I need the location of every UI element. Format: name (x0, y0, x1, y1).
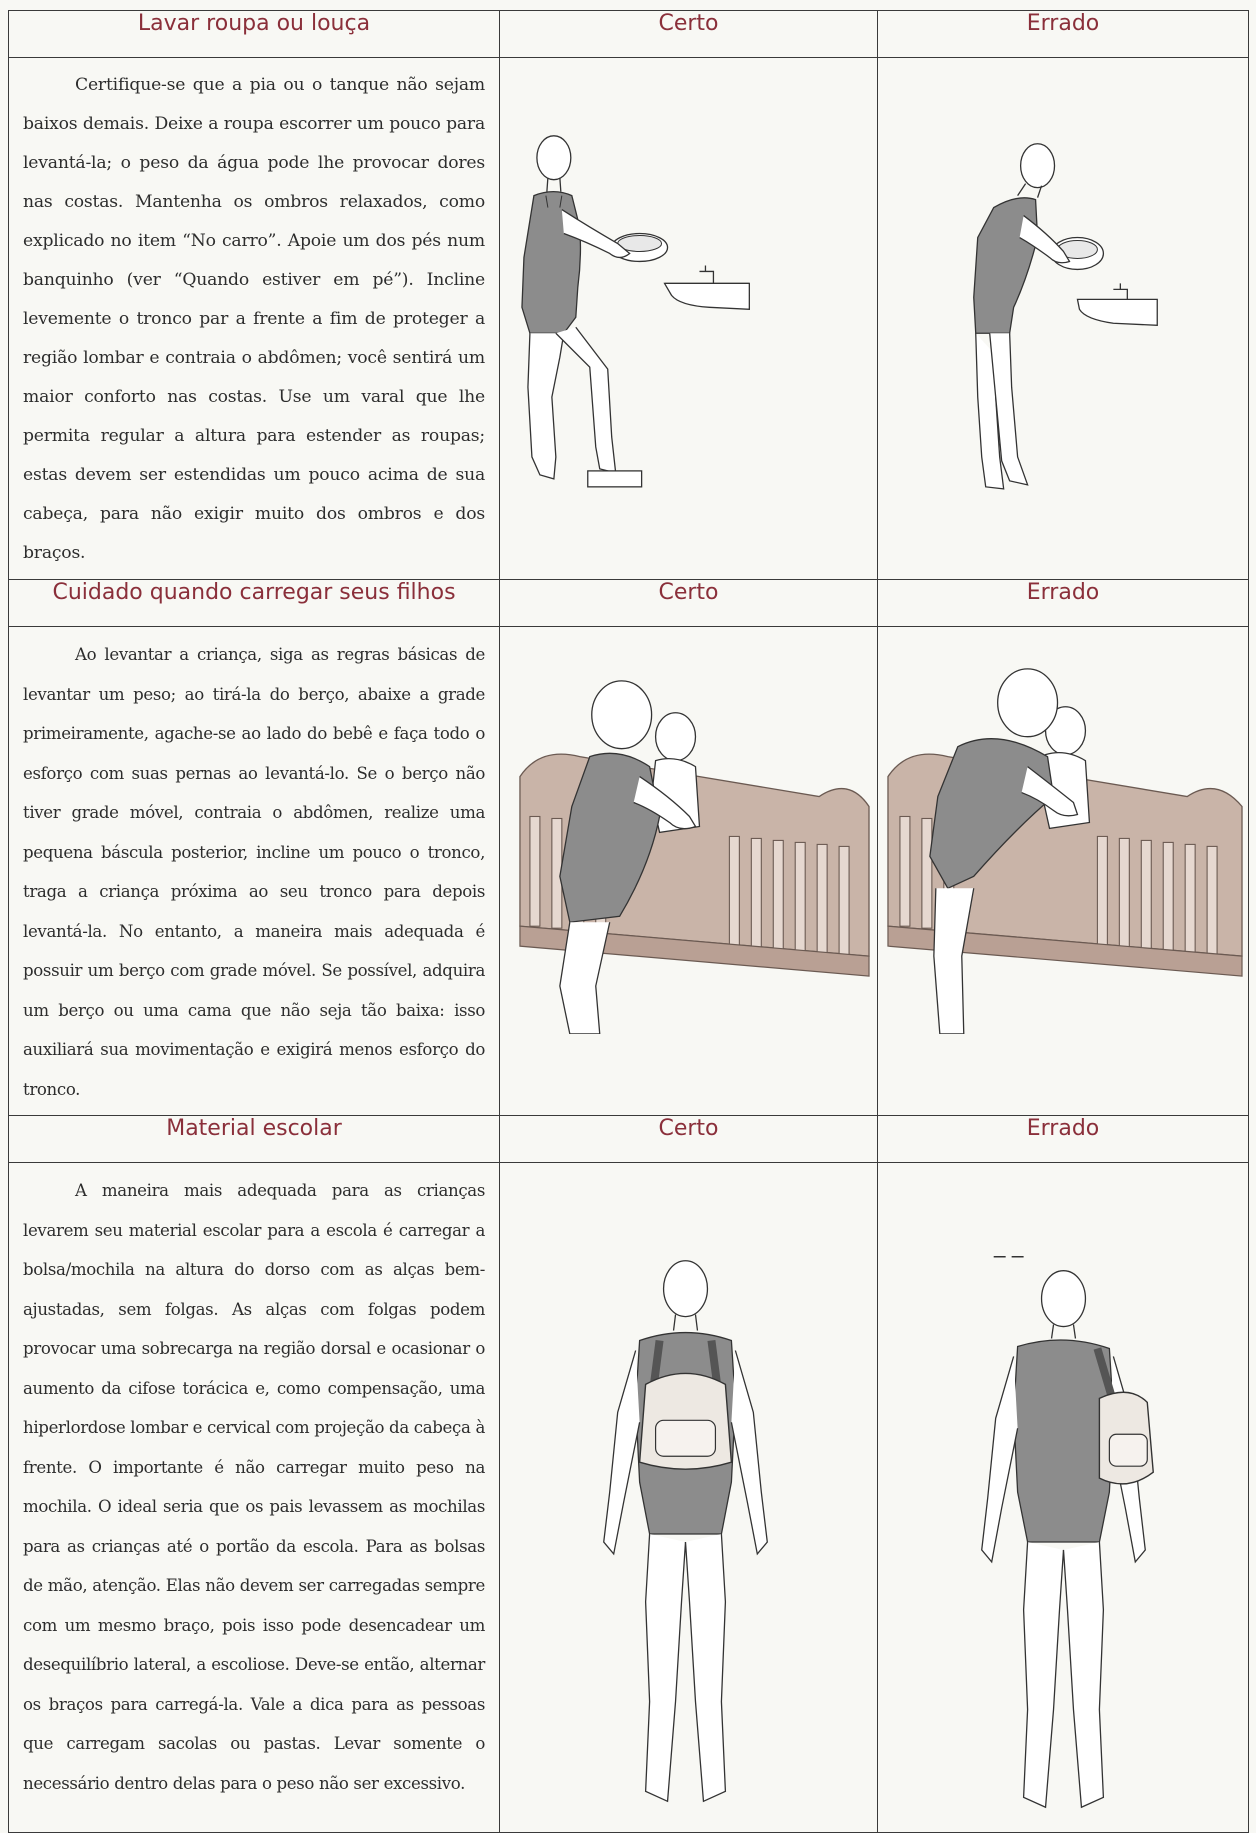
crib-correct-figure (500, 627, 877, 1034)
section-3-text: A maneira mais adequada para as crianças levarem seu material escolar para a escola é carregar a bolsa/mochila na altura do dorso com as alças bem-ajustadas, sem folgas. As alças com folgas podem provocar uma sobrecarga na região dorsal e ocasionar o aumento da cifose torácica e, como compensação, uma hiperlordose lombar e cervical com projeção da cabeça à frente. O importante é não carregar muito peso na mochila. O ideal seria que os pais levassem as mochilas para as crianças até o portão da escola. Para as bolsas de mão, atenção. Elas não devem ser carregadas sempre com um mesmo braço, pois isso pode desencadear um desequilíbrio lateral, a escoliose. Deve-se então, alternar os braços para carregá-la. Vale a dica para as pessoas que carregam sacolas ou pastas. Levar somente o necessário dentro delas para o peso não ser excessivo. (23, 1181, 485, 1793)
washing-correct-figure (500, 58, 877, 543)
section-1-wrong-label: Errado (878, 11, 1249, 58)
section-2-wrong-label: Errado (878, 580, 1249, 627)
section-2-wrong-illustration (878, 627, 1249, 1116)
backpack-wrong-figure (878, 1163, 1248, 1831)
section-3-title: Material escolar (9, 1116, 500, 1163)
section-3-right-label: Certo (500, 1116, 878, 1163)
crib-wrong-figure (878, 627, 1248, 1034)
section-2-body-row (9, 627, 1249, 1116)
section-3-header-row (9, 1116, 1249, 1163)
section-3-wrong-illustration (878, 1163, 1249, 1833)
section-3-wrong-label: Errado (878, 1116, 1249, 1163)
backpack-correct-figure (500, 1163, 877, 1831)
section-2-title: Cuidado quando carregar seus filhos (9, 580, 500, 627)
section-2-right-illustration (500, 627, 878, 1116)
section-2-text: Ao levantar a criança, siga as regras básicas de levantar um peso; ao tirá-la do berço, abaixe a grade primeiramente, agache-se ao lado do bebê e faça todo o esforço com suas pernas ao levantá-lo. Se o berço não tiver grade móvel, contraia o abdômen, realize uma pequena báscula posterior, incline um pouco o tronco, traga a criança próxima ao seu tronco para depois levantá-la. No entanto, a maneira mais adequada é possuir um berço com grade móvel. Se possível, adquira um berço ou uma cama que não seja tão baixa: isso auxiliará sua movimentação e exigirá menos esforço do tronco. (23, 645, 485, 1099)
section-2-text-cell (9, 627, 500, 1116)
section-1-text: Certifique-se que a pia ou o tanque não sejam baixos demais. Deixe a roupa escorrer um pouco para levantá-la; o peso da água pode lhe provocar dores nas costas. Mantenha os ombros relaxados, como explicado no item “No carro”. Apoie um dos pés num banquinho (ver “Quando estiver em pé”). Incline levemente o tronco par a frente a fim de proteger a região lombar e contraia o abdômen; você sentirá um maior conforto nas costas. Use um varal que lhe permita regular a altura para estender as roupas; estas devem ser estendidas um pouco acima de sua cabeça, para não exigir muito dos ombros e dos braços. (23, 75, 485, 563)
washing-wrong-figure (878, 58, 1248, 543)
section-1-body-row (9, 58, 1249, 580)
section-3-body-row (9, 1163, 1249, 1833)
posture-table (8, 10, 1249, 1833)
section-1-wrong-illustration (878, 58, 1249, 580)
section-3-text-cell (9, 1163, 500, 1833)
section-1-header-row (9, 11, 1249, 58)
section-1-title: Lavar roupa ou louça (9, 11, 500, 58)
section-2-header-row (9, 580, 1249, 627)
section-1-right-label: Certo (500, 11, 878, 58)
section-2-right-label: Certo (500, 580, 878, 627)
section-1-right-illustration (500, 58, 878, 580)
section-3-right-illustration (500, 1163, 878, 1833)
section-1-text-cell (9, 58, 500, 580)
